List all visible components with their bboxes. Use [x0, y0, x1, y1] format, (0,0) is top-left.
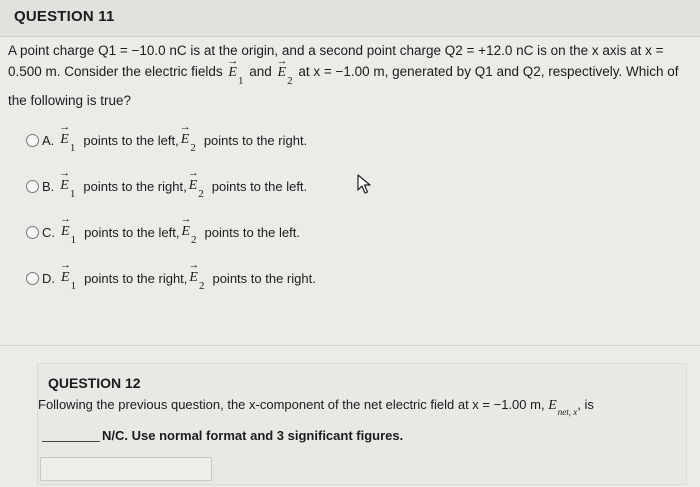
stem-text-2c: at x = −1.00 m, generated by Q1 and Q2, respectively. Which of [298, 64, 679, 79]
vector-e1: → $E_1$ [227, 55, 244, 87]
vector-e2: → $E_2$ [188, 259, 205, 292]
mouse-pointer-icon [357, 174, 373, 194]
option-d[interactable]: D. → $E_1$ points to the right, → $E_2$ points to the right. [26, 270, 316, 286]
vector-e2: → $E_2$ [180, 213, 197, 246]
vector-e1: → $E_1$ [60, 213, 77, 246]
option-d-text-1: points to the right, [84, 270, 188, 286]
vector-e1: → $E_1$ [59, 121, 76, 154]
stem-line-2 [8, 55, 698, 87]
option-c[interactable]: C. → $E_1$ points to the left, → $E_2$ points to the left. [26, 224, 300, 240]
question-11-stem [8, 40, 698, 111]
stem-text-2a: 0.500 m. Consider the electric fields [8, 64, 223, 79]
stem-text-3: the following is true? [8, 93, 132, 108]
option-b-text-2: points to the left. [211, 178, 308, 194]
option-a[interactable]: A. → $E_1$ points to the left, → $E_2$ points to the right. [26, 132, 307, 148]
question-12-line2: N/C. Use normal format and 3 significant figures. [102, 428, 404, 443]
answer-input[interactable] [40, 457, 212, 481]
radio-button-icon[interactable] [26, 180, 39, 193]
option-b[interactable]: B. → $E_1$ points to the right, → $E_2$ points to the left. [26, 178, 307, 194]
option-c-text-1: points to the left, [84, 224, 180, 240]
vector-e2: → $E_2$ [276, 55, 293, 87]
question-11-title: QUESTION 11 [14, 8, 115, 25]
section-divider [0, 345, 700, 346]
option-a-text-2: points to the right. [203, 132, 308, 148]
question-12-text [38, 397, 594, 417]
radio-button-icon[interactable] [26, 226, 39, 239]
stem-text-2b: and [249, 64, 272, 79]
question-12-instructions [42, 428, 403, 443]
question-12-title: QUESTION 12 [48, 375, 141, 391]
option-c-text-2: points to the left. [204, 224, 300, 240]
question-11-header [0, 0, 700, 37]
stem-text-1: A point charge Q1 = −10.0 nC is at the origin, and a second point charge Q2 = +12.0 nC is on the x axis at x = [8, 43, 664, 58]
vector-e2: → $E_2$ [179, 121, 196, 154]
radio-button-icon[interactable] [26, 134, 39, 147]
vector-e1: → $E_1$ [59, 167, 76, 200]
question-12-text-a: Following the previous question, the x-component of the net electric field at x = −1.00 m, [38, 397, 545, 412]
answer-blank [42, 441, 100, 442]
option-b-text-1: points to the right, [83, 178, 187, 194]
radio-button-icon[interactable] [26, 272, 39, 285]
stem-line-3 [8, 90, 698, 111]
vector-e2: → $E_2$ [187, 167, 204, 200]
stem-line-1 [8, 40, 698, 61]
vector-e1: → $E_1$ [60, 259, 77, 292]
option-a-text-1: points to the left, [83, 132, 179, 148]
option-d-text-2: points to the right. [212, 270, 316, 286]
net-field-symbol: $E_{net, x}$ [548, 398, 578, 417]
question-12-text-b: , is [577, 397, 594, 412]
